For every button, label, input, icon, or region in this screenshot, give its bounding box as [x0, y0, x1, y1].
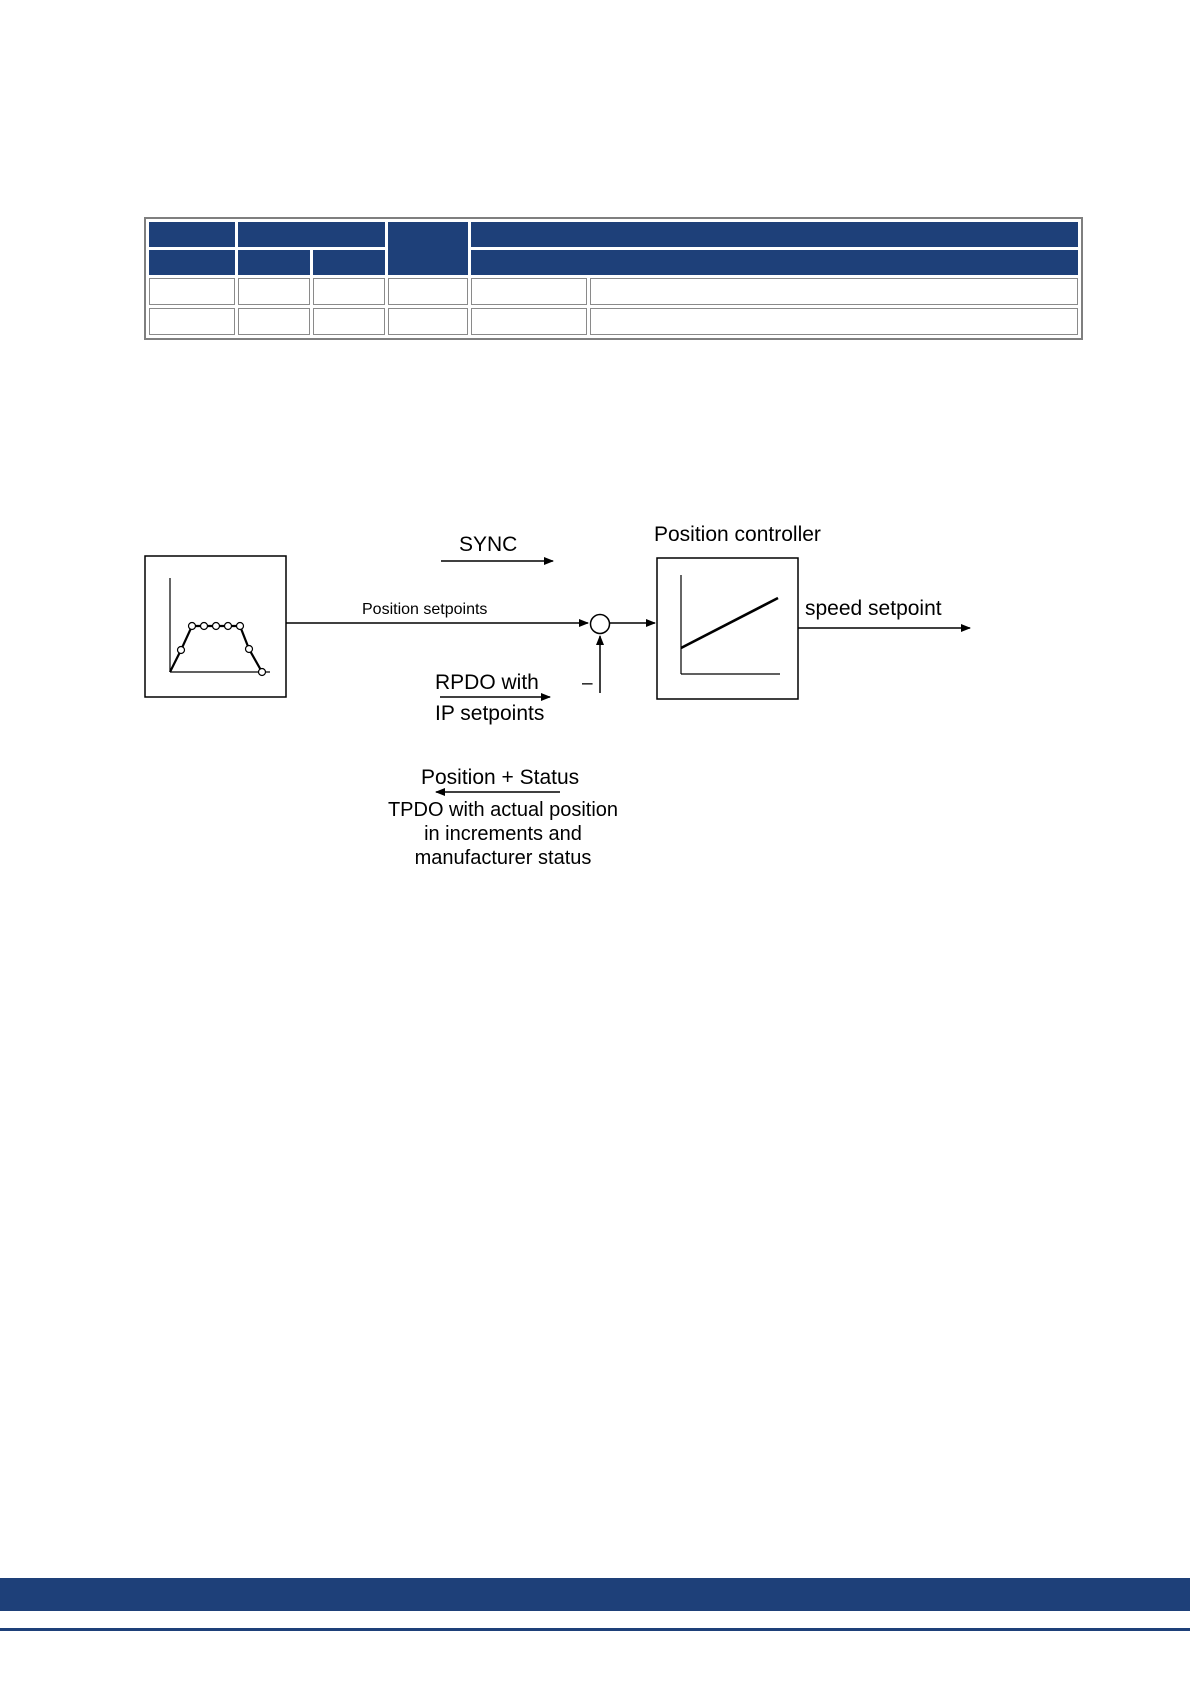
table-cell [388, 278, 468, 305]
table-cell [471, 278, 587, 305]
table-row [149, 278, 1078, 305]
table-header-row-2 [149, 250, 1078, 275]
table-cell [590, 308, 1078, 335]
position-controller-label: Position controller [654, 523, 821, 546]
table-row [149, 308, 1078, 335]
table-cell [149, 278, 235, 305]
rpdo-label-line1: RPDO with [435, 671, 539, 694]
tpdo-label-line1: TPDO with actual position [387, 799, 619, 821]
position-controller-block [657, 558, 798, 699]
tpdo-label-line3: manufacturer status [414, 847, 592, 869]
table-header-row-1 [149, 222, 1078, 247]
footer-divider [0, 1628, 1190, 1631]
table-header-cell [238, 250, 310, 275]
footer-bar [0, 1578, 1190, 1611]
table-cell [238, 278, 310, 305]
sync-label: SYNC [459, 533, 518, 556]
table-cell [388, 308, 468, 335]
table-cell [471, 308, 587, 335]
table-header-cell [471, 222, 1078, 247]
table-cell [238, 308, 310, 335]
speed-setpoint-label: speed setpoint [805, 597, 942, 620]
minus-sign: – [582, 673, 593, 694]
rpdo-label-line2: IP setpoints [435, 702, 545, 725]
trajectory-block [145, 556, 286, 697]
table-cell [590, 278, 1078, 305]
table-header-cell [238, 222, 385, 247]
parameter-table [144, 217, 1083, 340]
table-header-cell [149, 222, 235, 247]
table-cell [313, 308, 385, 335]
table-cell [149, 308, 235, 335]
interpolated-position-diagram [0, 500, 1190, 880]
table-header-cell [471, 250, 1078, 275]
table-header-cell [313, 250, 385, 275]
table-header-cell [149, 250, 235, 275]
summing-junction [591, 615, 610, 634]
tpdo-label-line2: in increments and [424, 823, 582, 845]
table-cell [313, 278, 385, 305]
position-setpoints-label: Position setpoints [362, 601, 488, 618]
table-header-cell [388, 222, 468, 275]
feedback-title: Position + Status [421, 766, 580, 789]
